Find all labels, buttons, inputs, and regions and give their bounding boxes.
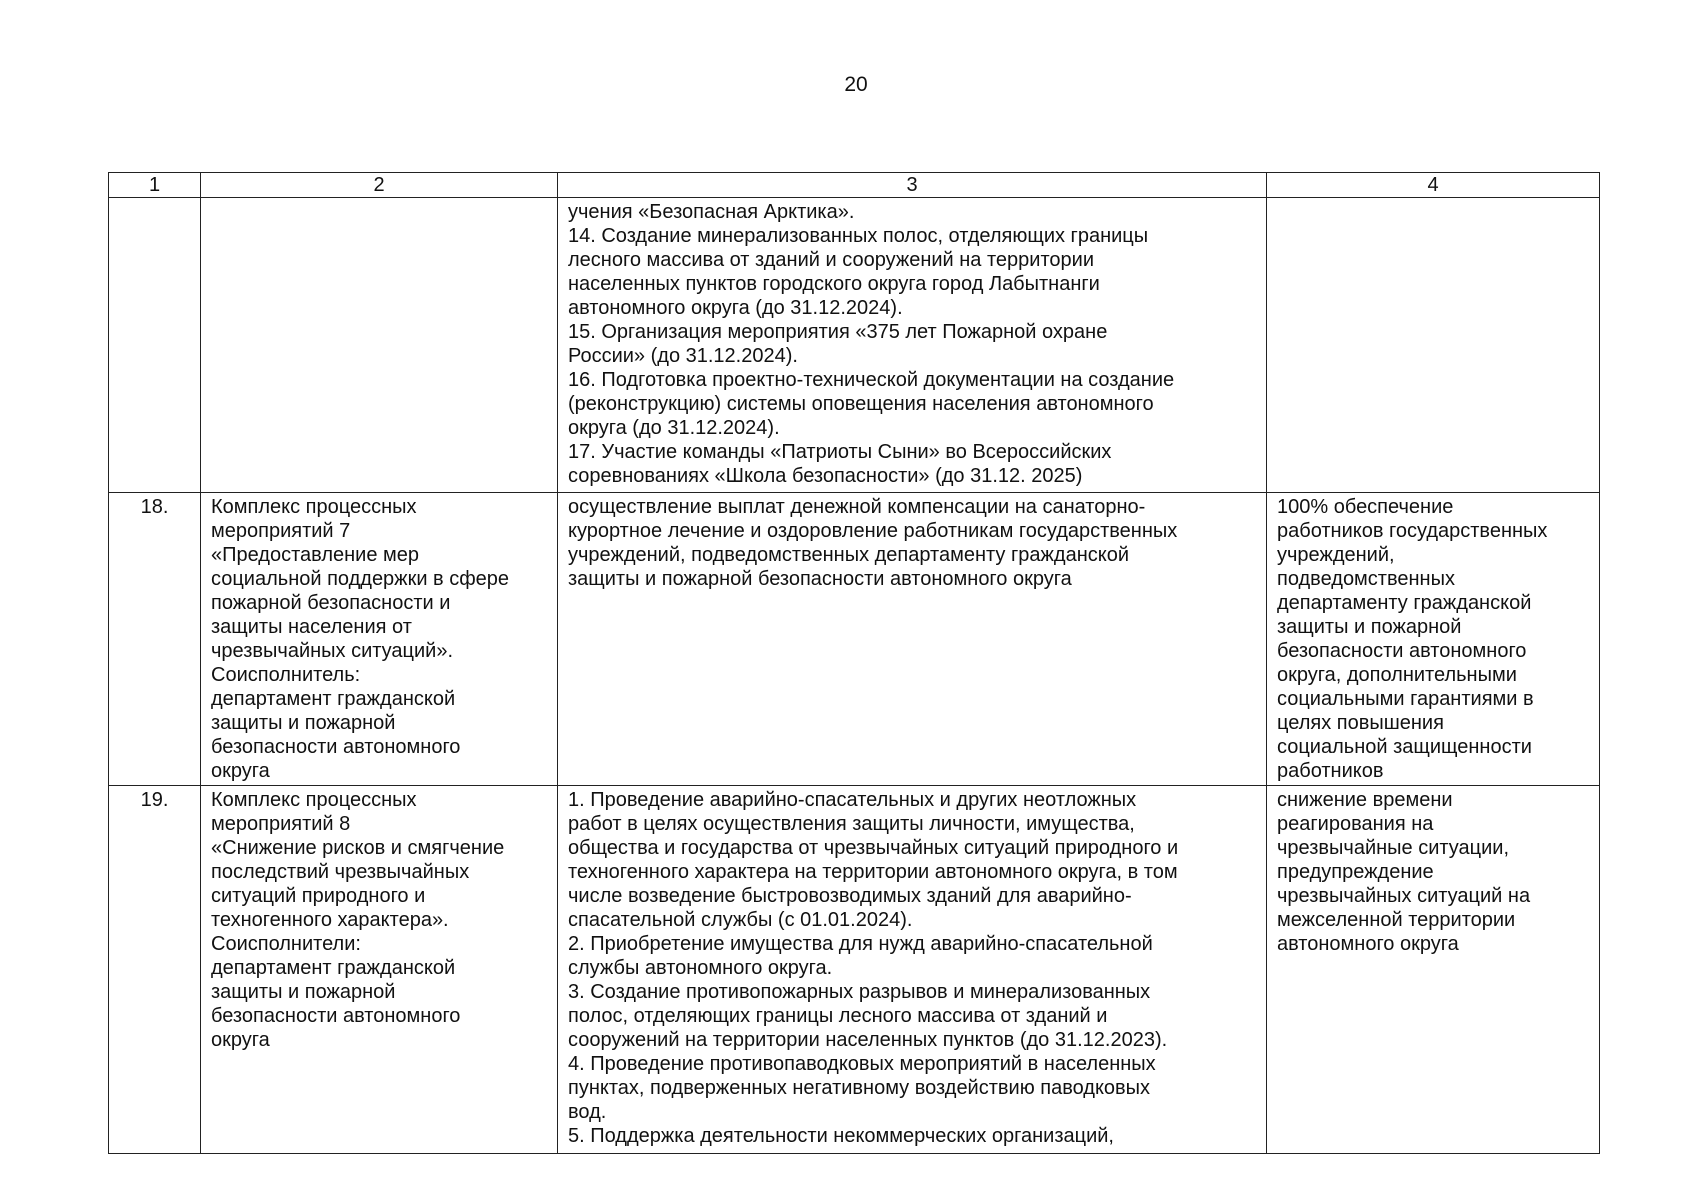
text-line: социальной поддержки в сфере xyxy=(211,568,510,590)
text-line: 1. Проведение аварийно-спасательных и других неотложных xyxy=(568,789,1137,811)
text-line: лесного массива от зданий и сооружений на территории xyxy=(568,249,1094,271)
text-line: безопасности автономного xyxy=(211,736,461,758)
text-line: округа (до 31.12.2024). xyxy=(568,417,780,439)
text-line: безопасности автономного xyxy=(1277,640,1527,662)
text-line: 5. Поддержка деятельности некоммерческих организаций, xyxy=(568,1125,1114,1147)
text-line: «Предоставление мер xyxy=(211,544,420,566)
text-line: реагирования на xyxy=(1277,813,1434,835)
text-line: 16. Подготовка проектно-технической документации на создание xyxy=(568,369,1175,391)
text-line: сооружений на территории населенных пунктов (до 31.12.2023). xyxy=(568,1029,1168,1051)
text-line: работ в целях осуществления защиты личности, имущества, xyxy=(568,813,1135,835)
text-line: 2. Приобретение имущества для нужд аварийно-спасательной xyxy=(568,933,1153,955)
text-line: 4. Проведение противопаводковых мероприятий в населенных xyxy=(568,1053,1156,1075)
text-line: чрезвычайные ситуации, xyxy=(1277,837,1510,859)
text-line: защиты и пожарной xyxy=(211,981,396,1003)
text-line: округа xyxy=(211,760,270,782)
text-line: «Снижение рисков и смягчение xyxy=(211,837,505,859)
result-cell xyxy=(1267,493,1600,786)
text-line: чрезвычайных ситуаций». xyxy=(211,640,454,662)
text-line: защиты и пожарной безопасности автономного округа xyxy=(568,568,1072,590)
text-line: снижение времени xyxy=(1277,789,1453,811)
text-line: межселенной территории xyxy=(1277,909,1516,931)
text-line: безопасности автономного xyxy=(211,1005,461,1027)
text-line: 3. Создание противопожарных разрывов и минерализованных xyxy=(568,981,1151,1003)
text-line: департамент гражданской xyxy=(211,688,456,710)
measure-name-cell xyxy=(201,786,558,1154)
measures-cell xyxy=(558,786,1267,1154)
text-line: Соисполнитель: xyxy=(211,664,361,686)
text-line: 14. Создание минерализованных полос, отделяющих границы xyxy=(568,225,1149,247)
text-line: работников xyxy=(1277,760,1384,782)
text-line: соревнованиях «Школа безопасности» (до 31.12. 2025) xyxy=(568,465,1083,487)
text-line: вод. xyxy=(568,1101,607,1123)
text-line: общества и государства от чрезвычайных ситуаций природного и xyxy=(568,837,1179,859)
text-line: округа xyxy=(211,1029,270,1051)
text-line: последствий чрезвычайных xyxy=(211,861,470,883)
row-number-cell xyxy=(109,198,201,493)
text-line: работников государственных xyxy=(1277,520,1548,542)
text-line: автономного округа xyxy=(1277,933,1459,955)
text-line: ситуаций природного и xyxy=(211,885,426,907)
result-cell xyxy=(1267,786,1600,1154)
result-cell xyxy=(1267,198,1600,493)
text-line: защиты населения от xyxy=(211,616,412,638)
text-line: числе возведение быстровозводимых зданий для аварийно- xyxy=(568,885,1132,907)
text-line: автономного округа (до 31.12.2024). xyxy=(568,297,903,319)
text-line: 15. Организация мероприятия «375 лет Пожарной охране xyxy=(568,321,1108,343)
text-line: мероприятий 7 xyxy=(211,520,351,542)
text-line: техногенного характера». xyxy=(211,909,449,931)
table-header-row xyxy=(109,173,1600,198)
text-line: Комплекс процессных xyxy=(211,496,417,518)
text-line: пожарной безопасности и xyxy=(211,592,451,614)
text-line: Соисполнители: xyxy=(211,933,361,955)
text-line: учреждений, подведомственных департаменту гражданской xyxy=(568,544,1130,566)
text-line: техногенного характера на территории автономного округа, в том xyxy=(568,861,1178,883)
measure-name-cell xyxy=(201,493,558,786)
text-line: Комплекс процессных xyxy=(211,789,417,811)
text-line: предупреждение xyxy=(1277,861,1434,883)
table-row-continuation xyxy=(109,198,1600,493)
text-line: России» (до 31.12.2024). xyxy=(568,345,798,367)
text-line: (реконструкцию) системы оповещения населения автономного xyxy=(568,393,1154,415)
text-line: социальными гарантиями в xyxy=(1277,688,1534,710)
text-line: защиты и пожарной xyxy=(211,712,396,734)
column-header-3: 3 xyxy=(558,173,1267,198)
text-line: населенных пунктов городского округа город Лабытнанги xyxy=(568,273,1100,295)
text-line: социальной защищенности xyxy=(1277,736,1532,758)
column-header-1: 1 xyxy=(109,173,201,198)
page-number: 20 xyxy=(844,73,868,96)
text-line: департаменту гражданской xyxy=(1277,592,1532,614)
measures-cell xyxy=(558,198,1267,493)
text-line: 17. Участие команды «Патриоты Сыни» во Всероссийских xyxy=(568,441,1112,463)
text-line: 100% обеспечение xyxy=(1277,496,1454,518)
text-line: курортное лечение и оздоровление работникам государственных xyxy=(568,520,1178,542)
text-line: чрезвычайных ситуаций на xyxy=(1277,885,1531,907)
text-line: подведомственных xyxy=(1277,568,1455,590)
measures-cell xyxy=(558,493,1267,786)
text-line: учения «Безопасная Арктика». xyxy=(568,201,855,223)
text-line: спасательной службы (с 01.01.2024). xyxy=(568,909,913,931)
document-table xyxy=(108,172,1600,1154)
row-number-cell: 18. xyxy=(109,493,201,786)
text-line: защиты и пожарной xyxy=(1277,616,1462,638)
column-header-2: 2 xyxy=(201,173,558,198)
text-line: целях повышения xyxy=(1277,712,1444,734)
text-line: мероприятий 8 xyxy=(211,813,351,835)
row-number-cell: 19. xyxy=(109,786,201,1154)
text-line: департамент гражданской xyxy=(211,957,456,979)
text-line: учреждений, xyxy=(1277,544,1395,566)
measure-name-cell xyxy=(201,198,558,493)
text-line: осуществление выплат денежной компенсации на санаторно- xyxy=(568,496,1146,518)
table-row-19 xyxy=(109,786,1600,1154)
column-header-4: 4 xyxy=(1267,173,1600,198)
text-line: пунктах, подверженных негативному воздействию паводковых xyxy=(568,1077,1151,1099)
text-line: округа, дополнительными xyxy=(1277,664,1517,686)
text-line: службы автономного округа. xyxy=(568,957,833,979)
text-line: полос, отделяющих границы лесного массива от зданий и xyxy=(568,1005,1108,1027)
table-row-18 xyxy=(109,493,1600,786)
